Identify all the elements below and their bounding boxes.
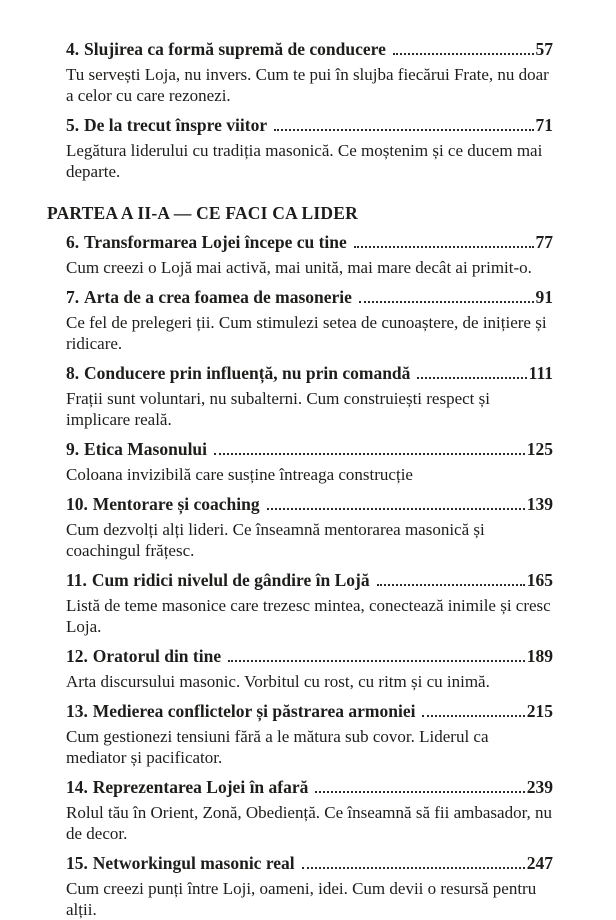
chapter-number: 10.	[66, 494, 88, 514]
dot-leader	[354, 243, 534, 248]
chapter-title: Conducere prin influență, nu prin comandă	[84, 363, 411, 383]
toc-entry	[66, 494, 553, 561]
table-of-contents	[47, 39, 553, 920]
toc-entry	[66, 115, 553, 182]
page-number: 57	[535, 39, 553, 59]
dot-leader	[393, 50, 534, 55]
chapter-number: 9.	[66, 439, 80, 459]
chapter-number: 8.	[66, 363, 80, 383]
chapter-description: Cum gestionezi tensiuni fără a le mătura sub covor. Liderul ca mediator și pacificator.	[66, 727, 489, 767]
page-number: 125	[526, 439, 553, 459]
page-number: 71	[535, 115, 553, 135]
chapter-description: Cum creezi o Lojă mai activă, mai unită, mai mare decât ai primit-o.	[66, 258, 532, 277]
toc-entry-row[interactable]	[66, 777, 553, 797]
dot-leader	[214, 450, 525, 455]
chapter-title: Etica Masonului	[84, 439, 208, 459]
dot-leader	[422, 712, 524, 717]
chapter-number: 13.	[66, 701, 88, 721]
toc-entry-row[interactable]	[66, 853, 553, 873]
page-number: 215	[526, 701, 553, 721]
chapter-title: Reprezentarea Lojei în afară	[92, 777, 309, 797]
chapter-title: Networkingul masonic real	[92, 853, 295, 873]
chapter-title: De la trecut înspre viitor	[84, 115, 268, 135]
toc-entry-row[interactable]	[66, 39, 553, 59]
toc-entry-row[interactable]	[66, 115, 553, 135]
chapter-description: Frații sunt voluntari, nu subalterni. Cum construiești respect și implicare reală.	[66, 389, 490, 429]
dot-leader	[228, 657, 525, 662]
chapter-description: Legătura liderului cu tradiția masonică. Ce moștenim și ce ducem mai departe.	[66, 141, 543, 181]
toc-entry	[66, 646, 553, 692]
toc-entry	[66, 439, 553, 485]
chapter-number: 6.	[66, 232, 80, 252]
page-number: 189	[526, 646, 553, 666]
chapter-number: 4.	[66, 39, 80, 59]
toc-entry-row[interactable]	[66, 570, 553, 590]
toc-entry-row[interactable]	[66, 439, 553, 459]
dot-leader	[417, 374, 526, 379]
toc-entry	[66, 232, 553, 278]
chapter-title: Cum ridici nivelul de gândire în Lojă	[91, 570, 370, 590]
toc-entry	[66, 570, 553, 637]
chapter-title: Mentorare și coaching	[92, 494, 260, 514]
chapter-title: Transformarea Lojei începe cu tine	[84, 232, 347, 252]
toc-entry	[66, 363, 553, 430]
toc-entry	[66, 39, 553, 106]
chapter-description: Cum dezvolți alți lideri. Ce înseamnă mentorarea masonică și coachingul frățesc.	[66, 520, 485, 560]
toc-entry-row[interactable]	[66, 363, 553, 383]
chapter-description: Tu servești Loja, nu invers. Cum te pui în slujba fiecărui Frate, nu doar a celor cu care rezonezi.	[66, 65, 549, 105]
toc-entry-row[interactable]	[66, 701, 553, 721]
chapter-number: 12.	[66, 646, 88, 666]
dot-leader	[302, 864, 525, 869]
chapter-description: Arta discursului masonic. Vorbitul cu rost, cu ritm și cu inimă.	[66, 672, 490, 691]
dot-leader	[359, 298, 534, 303]
dot-leader	[267, 505, 525, 510]
dot-leader	[377, 581, 525, 586]
toc-entry-row[interactable]	[66, 494, 553, 514]
page-number: 111	[528, 363, 553, 383]
dot-leader	[315, 788, 524, 793]
chapter-description: Listă de teme masonice care trezesc mintea, conectează inimile și cresc Loja.	[66, 596, 551, 636]
page-number: 239	[526, 777, 553, 797]
chapter-description: Ce fel de prelegeri ții. Cum stimulezi setea de cunoaștere, de inițiere și ridicare.	[66, 313, 547, 353]
page-number: 77	[535, 232, 553, 252]
chapter-title: Oratorul din tine	[92, 646, 222, 666]
page-number: 165	[526, 570, 553, 590]
chapter-number: 5.	[66, 115, 80, 135]
chapter-number: 7.	[66, 287, 80, 307]
toc-entry-row[interactable]	[66, 287, 553, 307]
toc-entry	[66, 853, 553, 920]
toc-entry	[66, 287, 553, 354]
chapter-description: Coloana invizibilă care susține întreaga construcție	[66, 465, 413, 484]
chapter-number: 11.	[66, 570, 87, 590]
chapter-number: 14.	[66, 777, 88, 797]
page-number: 139	[526, 494, 553, 514]
chapter-description: Cum creezi punți între Loji, oameni, idei. Cum devii o resursă pentru alții.	[66, 879, 537, 919]
toc-entry	[66, 777, 553, 844]
toc-entry	[66, 701, 553, 768]
chapter-number: 15.	[66, 853, 88, 873]
page-number: 247	[526, 853, 553, 873]
dot-leader	[274, 126, 533, 131]
chapter-title: Medierea conflictelor și păstrarea armoniei	[92, 701, 416, 721]
toc-entry-row[interactable]	[66, 646, 553, 666]
toc-entry-row[interactable]	[66, 232, 553, 252]
chapter-title: Slujirea ca formă supremă de conducere	[84, 39, 386, 59]
chapter-title: Arta de a crea foamea de masonerie	[84, 287, 352, 307]
page-number: 91	[535, 287, 553, 307]
part-heading: PARTEA A II-A — CE FACI CA LIDER	[47, 203, 358, 223]
chapter-description: Rolul tău în Orient, Zonă, Obediență. Ce înseamnă să fii ambasador, nu de decor.	[66, 803, 553, 843]
